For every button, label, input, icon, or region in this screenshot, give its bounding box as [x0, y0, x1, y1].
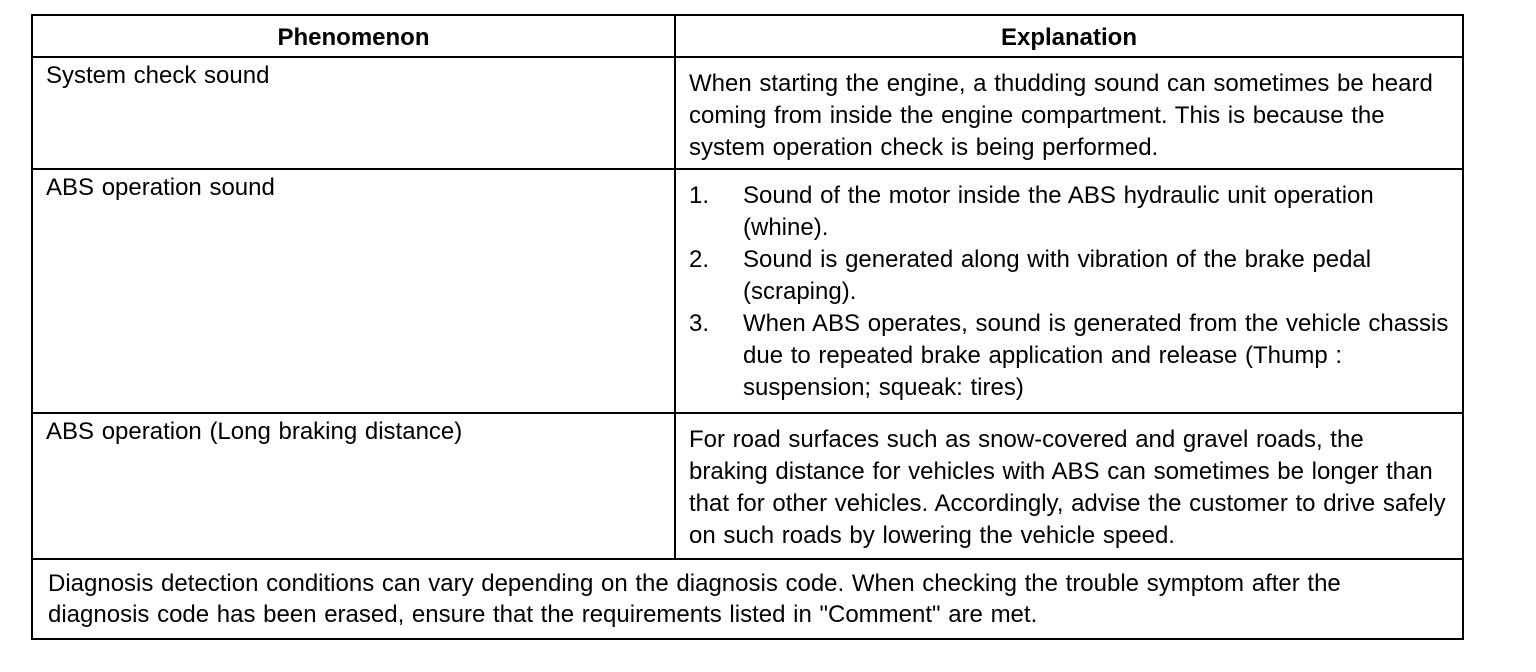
list-item-text: Sound is generated along with vibration of the brake pedal (scraping).	[743, 246, 1372, 305]
table-row	[32, 57, 1463, 169]
header-phenomenon: Phenomenon	[32, 15, 675, 57]
table-row	[32, 413, 1463, 559]
list-item	[689, 180, 1450, 244]
table-row	[32, 169, 1463, 413]
list-item-number: 3.	[689, 310, 710, 337]
table-header-row	[32, 15, 1463, 57]
list-item-number: 1.	[689, 182, 710, 209]
list-item-text: When ABS operates, sound is generated from the vehicle chassis due to repeated brake application and release (Thump : suspension; squeak: tires)	[743, 310, 1449, 401]
explanation-cell	[675, 169, 1463, 413]
phenomenon-cell: ABS operation sound	[32, 169, 675, 413]
note-row	[32, 559, 1463, 639]
list-item-number: 2.	[689, 246, 710, 273]
explanation-cell: For road surfaces such as snow-covered and gravel roads, the braking distance for vehicles with ABS can sometimes be longer than that for other vehicles. Accordingly, advise the customer to drive safely on such roads by lowering the vehicle speed.	[675, 413, 1463, 559]
list-item	[689, 244, 1450, 308]
explanation-cell: When starting the engine, a thudding sound can sometimes be heard coming from inside the engine compartment. This is because the system operation check is being performed.	[675, 57, 1463, 169]
header-explanation: Explanation	[675, 15, 1463, 57]
phenomenon-cell: System check sound	[32, 57, 675, 169]
phenomenon-table	[31, 14, 1464, 640]
list-item-text: Sound of the motor inside the ABS hydraulic unit operation (whine).	[743, 182, 1374, 241]
phenomenon-cell: ABS operation (Long braking distance)	[32, 413, 675, 559]
list-item	[689, 308, 1450, 404]
note-cell: Diagnosis detection conditions can vary depending on the diagnosis code. When checking the trouble symptom after the diagnosis code has been erased, ensure that the requirements listed in "Comment" are met.	[32, 559, 1463, 639]
explanation-list	[689, 180, 1450, 404]
